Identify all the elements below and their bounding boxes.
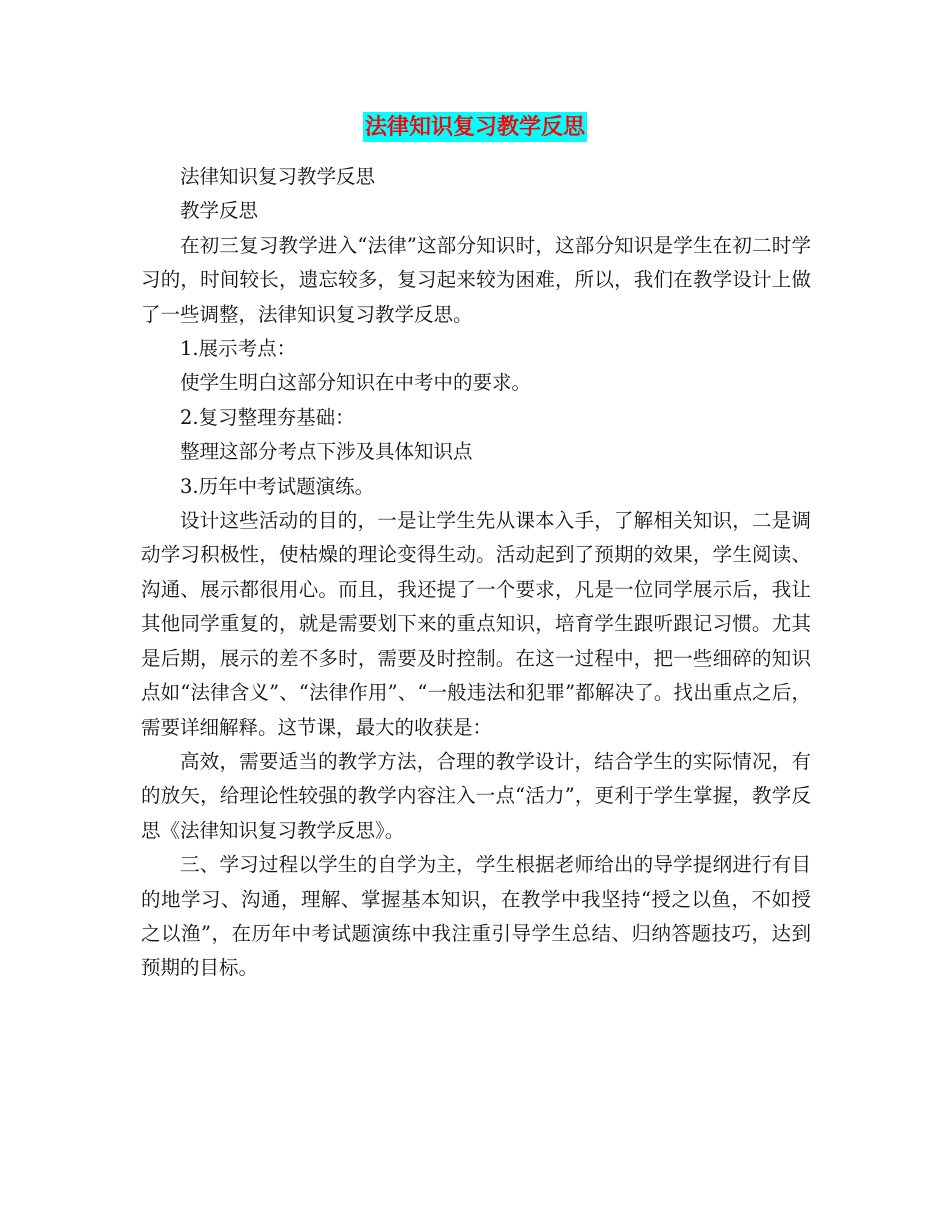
document-title: 法律知识复习教学反思 [364, 114, 585, 140]
paragraph: 法律知识复习教学反思 [180, 165, 376, 188]
paragraph: 设计这些活动的目的，一是让学生先从课本入手，了解相关知识，二是调动学习积极性，使枯燥的理论变得生动。活动起到了预期的效果，学生阅读、沟通、展示都很用心。而且，我还提了一个要求，凡是一位同学展示后，我让其他同学重复的，就是需要划下来的重点知识，培育学生跟听跟记习惯。尤其是后期，展示的差不多时，需要及时控制。在这一过程中，把一些细碎的知识点如“法律含义”、“法律作用”、“一般违法和犯罪”都解决了。找出重点之后，需要详细解释。这节课，最大的收获是： [141, 509, 811, 739]
title-container [0, 112, 950, 142]
paragraph: 教学反思 [180, 199, 259, 223]
paragraph: 使学生明白这部分知识在中考中的要求。 [180, 371, 532, 395]
paragraph: 在初三复习教学进入“法律”这部分知识时，这部分知识是学生在初二时学习的，时间较长，遗忘较多，复习起来较为困难，所以，我们在教学设计上做了一些调整，法律知识复习教学反思。 [141, 233, 811, 326]
paragraph: 整理这部分考点下涉及具体知识点 [180, 440, 473, 464]
paragraph: 三、学习过程以学生的自学为主，学生根据老师给出的导学提纲进行有目的地学习、沟通，理解、掌握基本知识，在教学中我坚持“授之以鱼，不如授之以渔”，在历年中考试题演练中我注重引导学生总结、归纳答题技巧，达到预期的目标。 [141, 853, 811, 980]
paragraph: 1.展示考点： [180, 337, 297, 361]
paragraph: 2.复习整理夯基础： [180, 405, 355, 429]
document-body [141, 160, 811, 986]
paragraph: 3.历年中考试题演练。 [180, 474, 375, 498]
paragraph: 高效，需要适当的教学方法，合理的教学设计，结合学生的实际情况，有的放矢，给理论性较强的教学内容注入一点“活力”，更利于学生掌握，教学反思《法律知识复习教学反思》。 [141, 749, 811, 842]
